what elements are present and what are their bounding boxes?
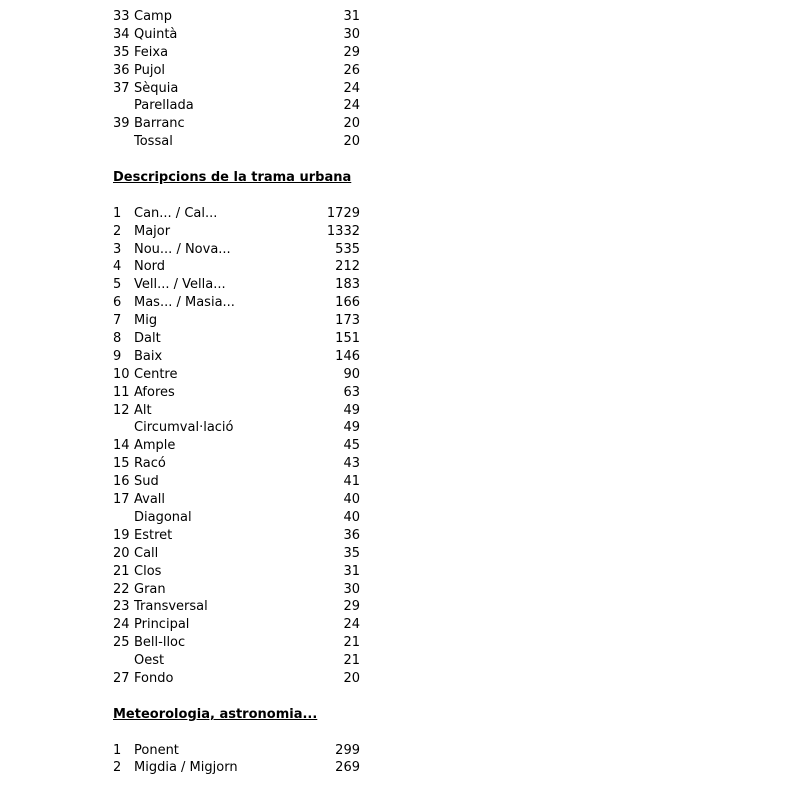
item-count: 1729 (326, 205, 360, 221)
list-item (113, 491, 373, 509)
item-name: Afores (134, 384, 175, 400)
section-heading: Descripcions de la trama urbana (113, 170, 352, 186)
item-count: 31 (343, 9, 360, 24)
item-count: 20 (343, 134, 360, 150)
rank-number: 7 (113, 313, 122, 329)
rank-number: 2 (113, 760, 122, 776)
rank-number: 20 (113, 545, 130, 561)
rank-number: 37 (113, 80, 130, 96)
rank-number: 3 (113, 241, 122, 257)
list-item (113, 527, 373, 545)
rank-number: 6 (113, 295, 122, 311)
item-count: 20 (343, 670, 360, 686)
item-count: 30 (343, 581, 360, 597)
rank-number: 11 (113, 384, 130, 400)
item-name: Sud (134, 474, 159, 490)
item-name: Call (134, 545, 159, 561)
item-name: Can... / Cal... (134, 205, 218, 221)
item-count: 269 (335, 760, 360, 776)
rank-number: 19 (113, 527, 130, 543)
list-item (113, 437, 373, 455)
item-count: 151 (335, 331, 360, 347)
item-count: 21 (343, 653, 360, 669)
list-item (113, 455, 373, 473)
item-count: 535 (335, 241, 360, 257)
item-name: Fondo (134, 670, 174, 686)
item-count: 24 (343, 98, 360, 114)
item-count: 36 (343, 527, 360, 543)
list-item (113, 258, 373, 276)
list-item (113, 598, 373, 616)
item-count: 30 (343, 26, 360, 42)
item-name: Sèquia (134, 80, 179, 96)
rank-number: 10 (113, 366, 130, 382)
item-name: Pujol (134, 62, 166, 78)
list-item (113, 616, 373, 634)
list-item (113, 44, 373, 62)
item-name: Barranc (134, 116, 185, 132)
list-item (113, 80, 373, 98)
item-count: 29 (343, 599, 360, 615)
item-count: 35 (343, 545, 360, 561)
section-2 (113, 706, 373, 778)
rank-number: 5 (113, 277, 122, 293)
item-name: Principal (134, 617, 190, 633)
item-name: Transversal (134, 599, 208, 615)
item-name: Bell-lloc (134, 635, 186, 651)
list-item (113, 97, 373, 115)
rank-number: 1 (113, 205, 122, 221)
item-name: Ample (134, 438, 176, 454)
rank-number: 23 (113, 599, 130, 615)
item-name: Tossal (134, 134, 173, 150)
item-count: 299 (335, 742, 360, 758)
item-count: 40 (343, 509, 360, 525)
list-item (113, 545, 373, 563)
rank-number: 25 (113, 635, 130, 651)
document-body (113, 8, 373, 777)
list-item (113, 366, 373, 384)
item-name: Gran (134, 581, 166, 597)
item-count: 29 (343, 44, 360, 60)
item-name: Quintà (134, 26, 178, 42)
item-name: Parellada (134, 98, 194, 114)
rank-number: 21 (113, 563, 130, 579)
item-name: Centre (134, 366, 178, 382)
item-count: 212 (335, 259, 360, 275)
item-name: Clos (134, 563, 162, 579)
list-item (113, 223, 373, 241)
item-name: Mig (134, 313, 158, 329)
list-item (113, 348, 373, 366)
section-heading: Meteorologia, astronomia... (113, 706, 318, 722)
item-count: 40 (343, 492, 360, 508)
item-name: Estret (134, 527, 173, 543)
item-name: Diagonal (134, 509, 192, 525)
item-count: 166 (335, 295, 360, 311)
item-name: Avall (134, 492, 166, 508)
section-1 (113, 169, 373, 688)
rank-number: 14 (113, 438, 130, 454)
list-item (113, 205, 373, 223)
item-count: 49 (343, 420, 360, 436)
item-count: 43 (343, 456, 360, 472)
spacer (113, 724, 373, 742)
item-name: Alt (134, 402, 152, 418)
list-item (113, 563, 373, 581)
list-item (113, 652, 373, 670)
item-count: 173 (335, 313, 360, 329)
item-name: Camp (134, 9, 172, 24)
item-name: Migdia / Migjorn (134, 760, 238, 776)
rank-number: 2 (113, 223, 122, 239)
list-item (113, 384, 373, 402)
item-name: Mas... / Masia... (134, 295, 235, 311)
item-name: Nou... / Nova... (134, 241, 231, 257)
list-item (113, 742, 373, 760)
item-name: Nord (134, 259, 166, 275)
item-count: 45 (343, 438, 360, 454)
item-count: 146 (335, 348, 360, 364)
list-item (113, 473, 373, 491)
section-0 (113, 8, 373, 151)
item-count: 63 (343, 384, 360, 400)
rank-number: 8 (113, 331, 122, 347)
item-count: 41 (343, 474, 360, 490)
item-count: 24 (343, 80, 360, 96)
item-name: Ponent (134, 742, 179, 758)
list-item (113, 294, 373, 312)
list-item (113, 133, 373, 151)
item-count: 20 (343, 116, 360, 132)
item-name: Baix (134, 348, 163, 364)
rank-number: 34 (113, 26, 130, 42)
rank-number: 22 (113, 581, 130, 597)
item-name: Dalt (134, 331, 161, 347)
item-name: Major (134, 223, 171, 239)
list-item (113, 312, 373, 330)
list-item (113, 402, 373, 420)
list-item (113, 634, 373, 652)
list-item (113, 670, 373, 688)
rank-number: 1 (113, 742, 122, 758)
item-count: 24 (343, 617, 360, 633)
list-item (113, 8, 373, 26)
rank-number: 9 (113, 348, 122, 364)
item-count: 21 (343, 635, 360, 651)
list-item (113, 241, 373, 259)
list-item (113, 419, 373, 437)
item-name: Oest (134, 653, 165, 669)
rank-number: 27 (113, 670, 130, 686)
item-name: Racó (134, 456, 166, 472)
rank-number: 36 (113, 62, 130, 78)
rank-number: 4 (113, 259, 122, 275)
item-count: 183 (335, 277, 360, 293)
rank-number: 24 (113, 617, 130, 633)
list-item (113, 276, 373, 294)
item-name: Circumval·lació (134, 420, 234, 436)
rank-number: 33 (113, 9, 130, 24)
item-count: 31 (343, 563, 360, 579)
item-count: 1332 (326, 223, 360, 239)
rank-number: 12 (113, 402, 130, 418)
list-item (113, 509, 373, 527)
list-item (113, 581, 373, 599)
rank-number: 17 (113, 492, 130, 508)
rank-number: 15 (113, 456, 130, 472)
item-name: Feixa (134, 44, 169, 60)
rank-number: 16 (113, 474, 130, 490)
list-item (113, 330, 373, 348)
item-count: 90 (343, 366, 360, 382)
item-count: 49 (343, 402, 360, 418)
rank-number: 39 (113, 116, 130, 132)
list-item (113, 115, 373, 133)
item-count: 26 (343, 62, 360, 78)
list-item (113, 26, 373, 44)
list-item (113, 759, 373, 777)
item-name: Vell... / Vella... (134, 277, 226, 293)
rank-number: 35 (113, 44, 130, 60)
spacer (113, 187, 373, 205)
list-item (113, 62, 373, 80)
